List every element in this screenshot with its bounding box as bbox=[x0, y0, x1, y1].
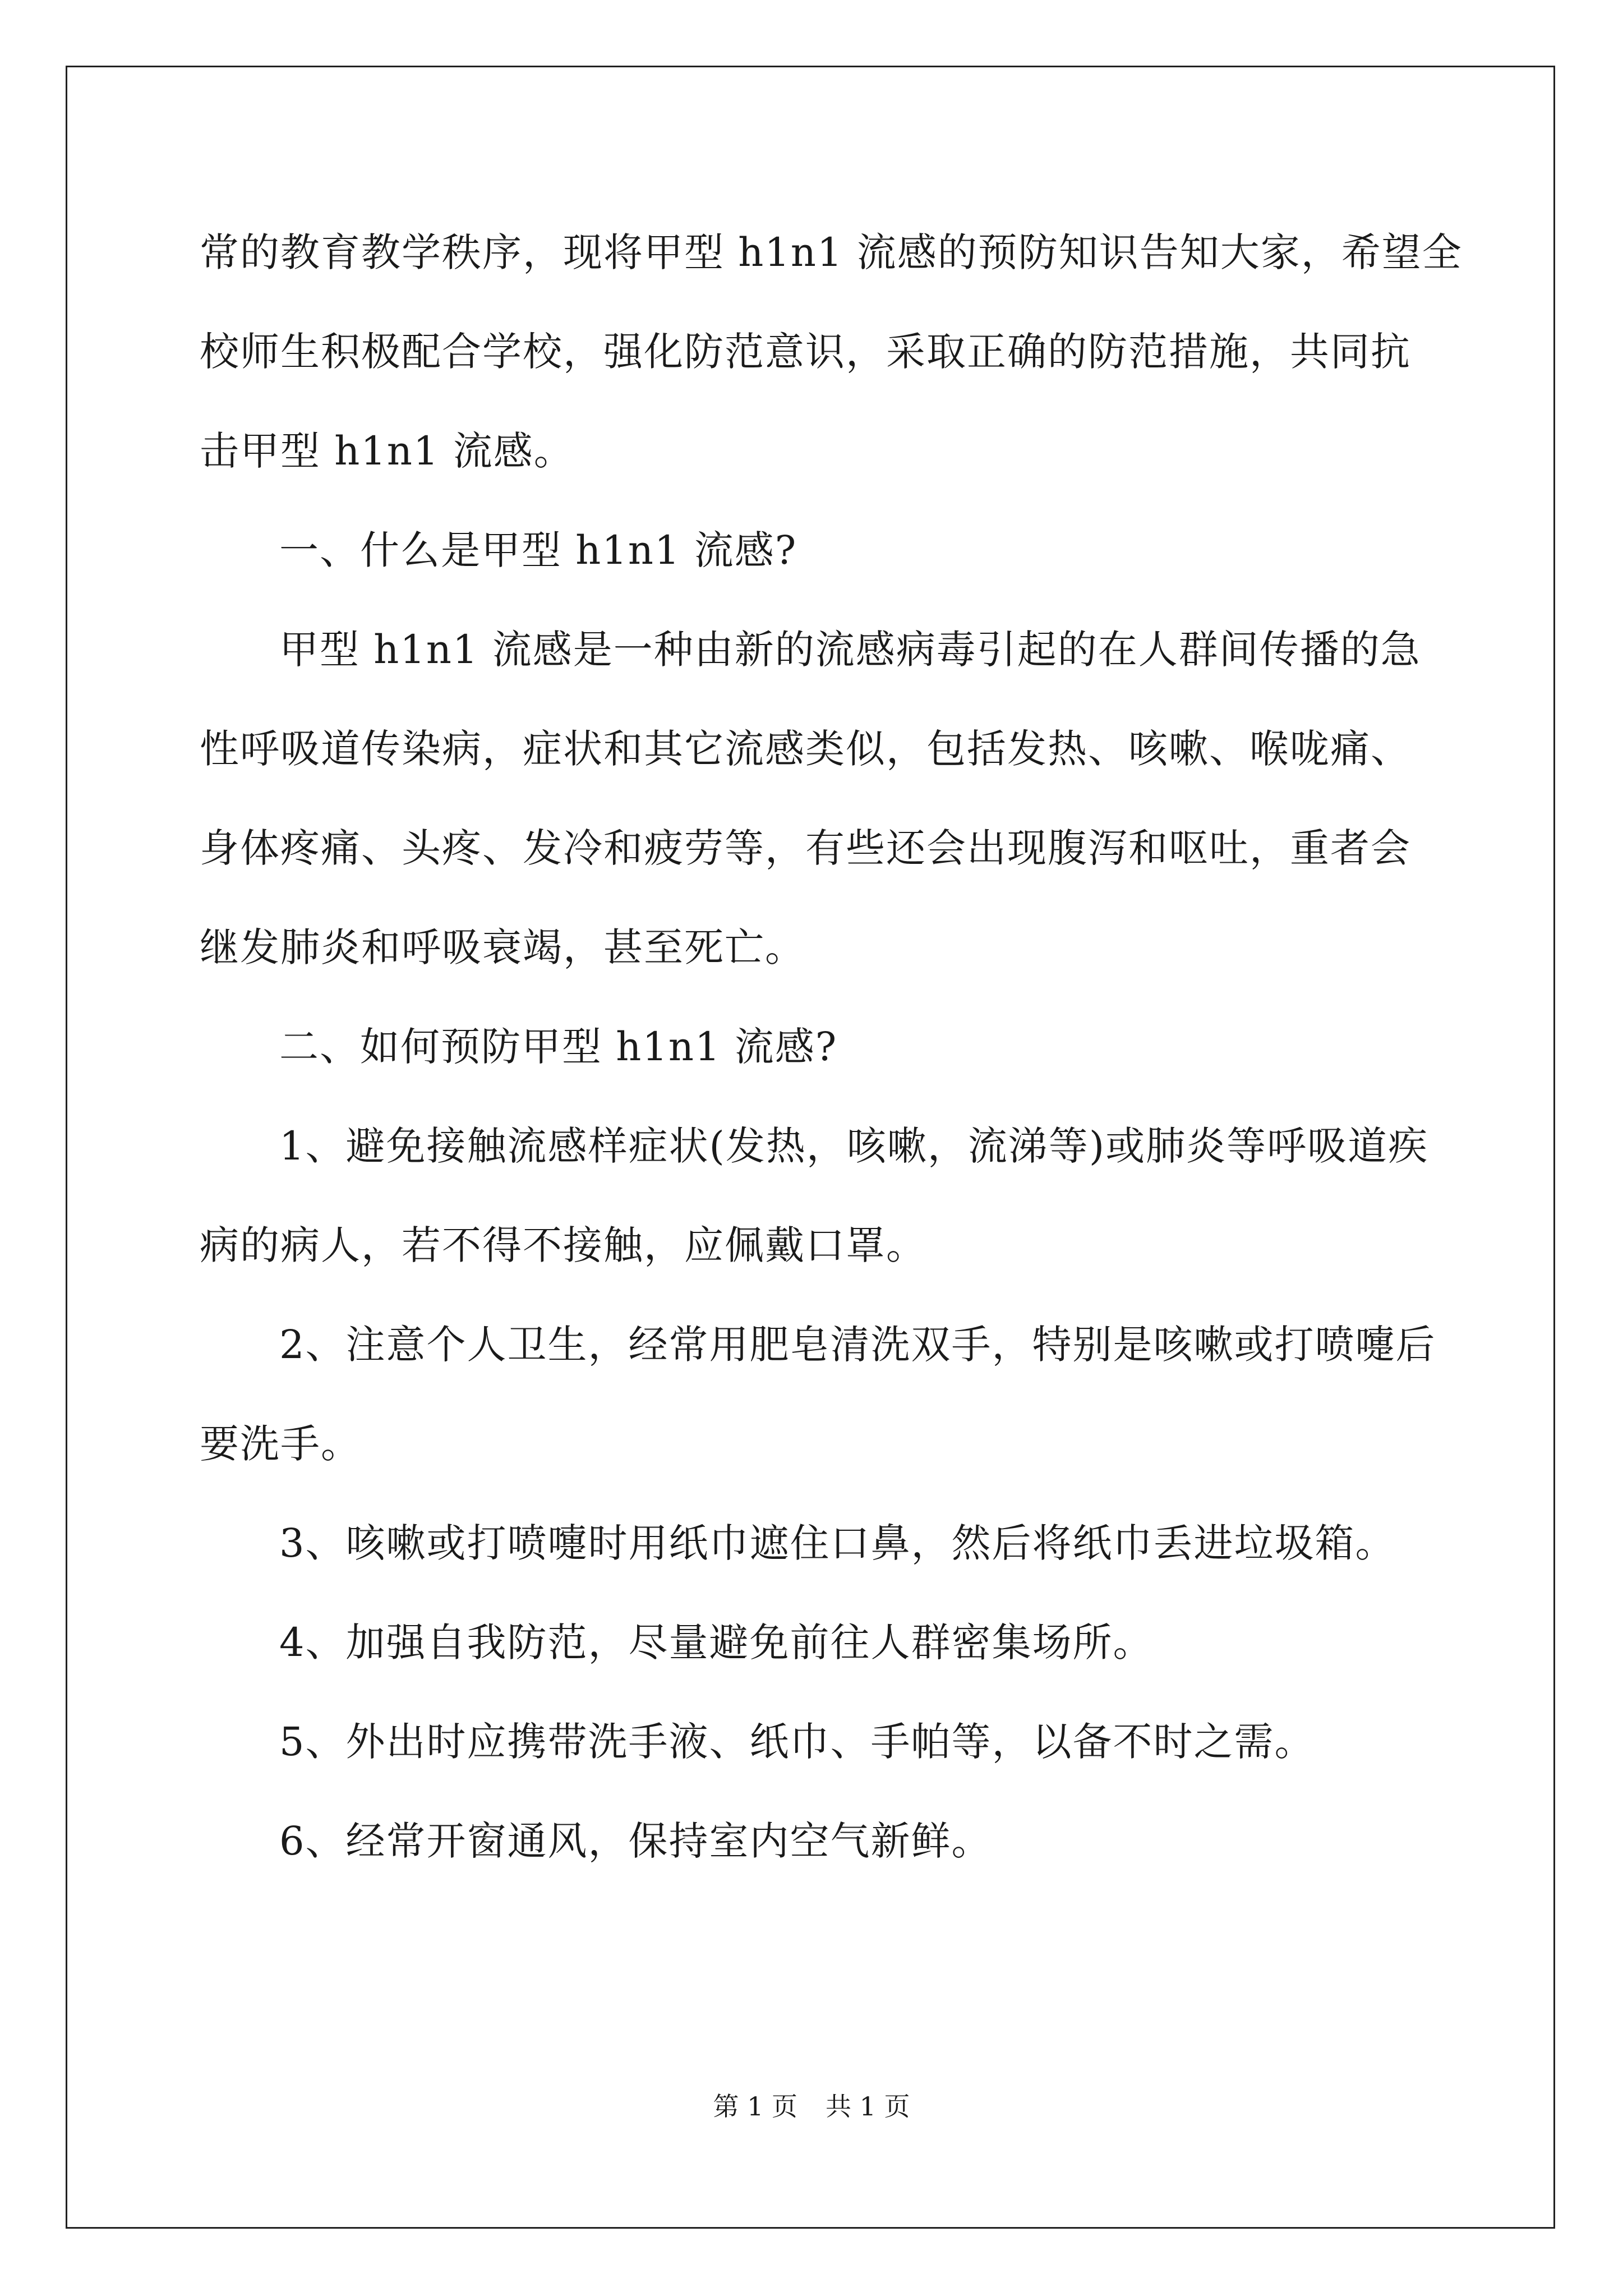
text-line: 继发肺炎和呼吸衰竭，甚至死亡。 bbox=[200, 924, 805, 970]
text-line: 要洗手。 bbox=[200, 1421, 361, 1467]
page-footer bbox=[0, 2090, 1623, 2123]
text-line: 6、经常开窗通风，保持室内空气新鲜。 bbox=[279, 1818, 992, 1864]
text-line: 击甲型 h1n1 流感。 bbox=[200, 428, 574, 474]
list-item-4 bbox=[200, 1593, 1433, 1692]
list-item-2 bbox=[200, 1295, 1436, 1494]
text-line: 5、外出时应携带洗手液、纸巾、手帕等，以备不时之需。 bbox=[279, 1719, 1315, 1765]
text-line: 病的病人，若不得不接触，应佩戴口罩。 bbox=[200, 1222, 926, 1268]
list-item-3 bbox=[200, 1494, 1433, 1593]
page-number-current: 第 1 页 bbox=[713, 2091, 797, 2122]
text-line: 校师生积极配合学校，强化防范意识，采取正确的防范措施，共同抗 bbox=[200, 329, 1411, 375]
list-item-5 bbox=[200, 1692, 1433, 1792]
text-line: 身体疼痛、头疼、发冷和疲劳等，有些还会出现腹泻和呕吐，重者会 bbox=[200, 825, 1411, 871]
page-number-total: 共 1 页 bbox=[826, 2091, 910, 2122]
section-heading-1 bbox=[200, 501, 1433, 600]
text-line: 性呼吸道传染病，症状和其它流感类似，包括发热、咳嗽、喉咙痛、 bbox=[200, 726, 1411, 772]
text-line: 2、注意个人卫生，经常用肥皂清洗双手，特别是咳嗽或打喷嚏后 bbox=[279, 1322, 1436, 1368]
paragraph-definition bbox=[200, 600, 1433, 997]
list-item-1 bbox=[200, 1097, 1433, 1295]
heading-text: 二、如何预防甲型 h1n1 流感? bbox=[279, 1024, 838, 1070]
document-body bbox=[200, 203, 1463, 1891]
text-line: 甲型 h1n1 流感是一种由新的流感病毒引起的在人群间传播的急 bbox=[279, 627, 1421, 673]
list-item-6 bbox=[200, 1792, 1433, 1891]
text-line: 3、咳嗽或打喷嚏时用纸巾遮住口鼻，然后将纸巾丢进垃圾箱。 bbox=[279, 1520, 1396, 1566]
section-heading-2 bbox=[200, 997, 1433, 1097]
paragraph-intro bbox=[200, 203, 1463, 501]
text-line: 常的教育教学秩序，现将甲型 h1n1 流感的预防知识告知大家，希望全 bbox=[200, 229, 1463, 275]
text-line: 1、避免接触流感样症状(发热，咳嗽，流涕等)或肺炎等呼吸道疾 bbox=[279, 1123, 1429, 1169]
text-line: 4、加强自我防范，尽量避免前往人群密集场所。 bbox=[279, 1619, 1154, 1665]
heading-text: 一、什么是甲型 h1n1 流感? bbox=[279, 527, 797, 573]
